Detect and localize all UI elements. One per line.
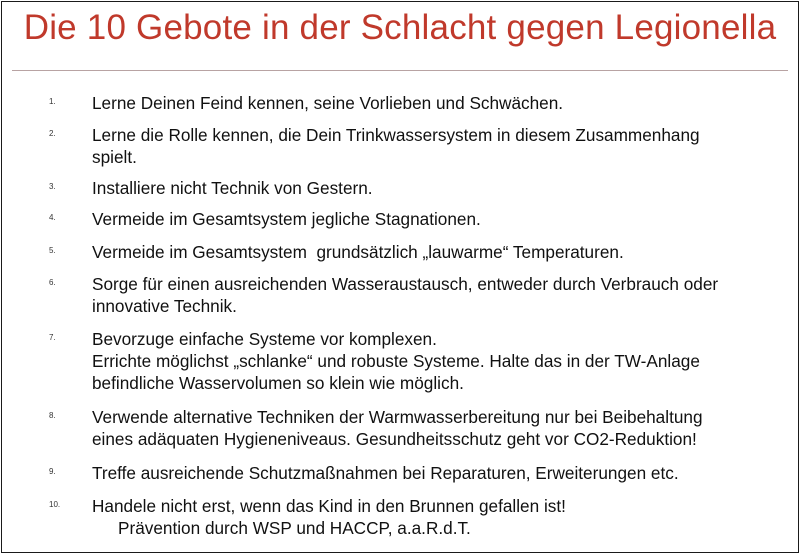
item-line: Bevorzuge einfache Systeme vor komplexen. xyxy=(92,329,437,349)
item-number: 3. xyxy=(49,182,56,191)
item-text xyxy=(92,406,782,450)
item-text xyxy=(92,273,782,317)
item-text xyxy=(92,495,782,539)
item-text xyxy=(92,462,782,484)
item-number: 2. xyxy=(49,129,56,138)
item-text xyxy=(92,177,782,199)
item-line: Verwende alternative Techniken der Warmwasserbereitung nur bei Beibehaltung xyxy=(92,407,703,427)
item-line: Prävention durch WSP und HACCP, a.a.R.d.T. xyxy=(118,518,471,538)
item-line: Installiere nicht Technik von Gestern. xyxy=(92,178,373,198)
item-line: Treffe ausreichende Schutzmaßnahmen bei Reparaturen, Erweiterungen etc. xyxy=(92,463,679,483)
item-line: Handele nicht erst, wenn das Kind in den Brunnen gefallen ist! xyxy=(92,496,566,516)
item-text xyxy=(92,124,782,168)
item-number: 8. xyxy=(49,411,56,420)
item-line: Lerne die Rolle kennen, die Dein Trinkwassersystem in diesem Zusammenhang xyxy=(92,125,700,145)
item-text xyxy=(92,241,782,263)
item-text xyxy=(92,328,782,394)
item-number: 9. xyxy=(49,467,56,476)
item-text xyxy=(92,208,782,230)
item-line: Lerne Deinen Feind kennen, seine Vorlieben und Schwächen. xyxy=(92,93,564,113)
item-number: 7. xyxy=(49,333,56,342)
item-line: eines adäquaten Hygieneniveaus. Gesundheitsschutz geht vor CO2-Reduktion! xyxy=(92,429,697,449)
item-line: befindliche Wasservolumen so klein wie möglich. xyxy=(92,373,464,393)
item-number: 5. xyxy=(49,246,56,255)
item-number: 6. xyxy=(49,278,56,287)
item-line: Vermeide im Gesamtsystem jegliche Stagnationen. xyxy=(92,209,481,229)
item-number: 1. xyxy=(49,97,56,106)
item-line: Sorge für einen ausreichenden Wasseraustausch, entweder durch Verbrauch oder xyxy=(92,274,719,294)
item-line: innovative Technik. xyxy=(92,296,237,316)
slide-title: Die 10 Gebote in der Schlacht gegen Legionella xyxy=(23,8,777,47)
item-number: 10. xyxy=(49,500,61,509)
item-line: Errichte möglichst „schlanke“ und robuste Systeme. Halte das in der TW-Anlage xyxy=(92,351,700,371)
item-line: spielt. xyxy=(92,147,137,167)
item-line: Vermeide im Gesamtsystem grundsätzlich „lauwarme“ Temperaturen. xyxy=(92,242,624,262)
item-text xyxy=(92,92,782,114)
item-number: 4. xyxy=(49,213,56,222)
